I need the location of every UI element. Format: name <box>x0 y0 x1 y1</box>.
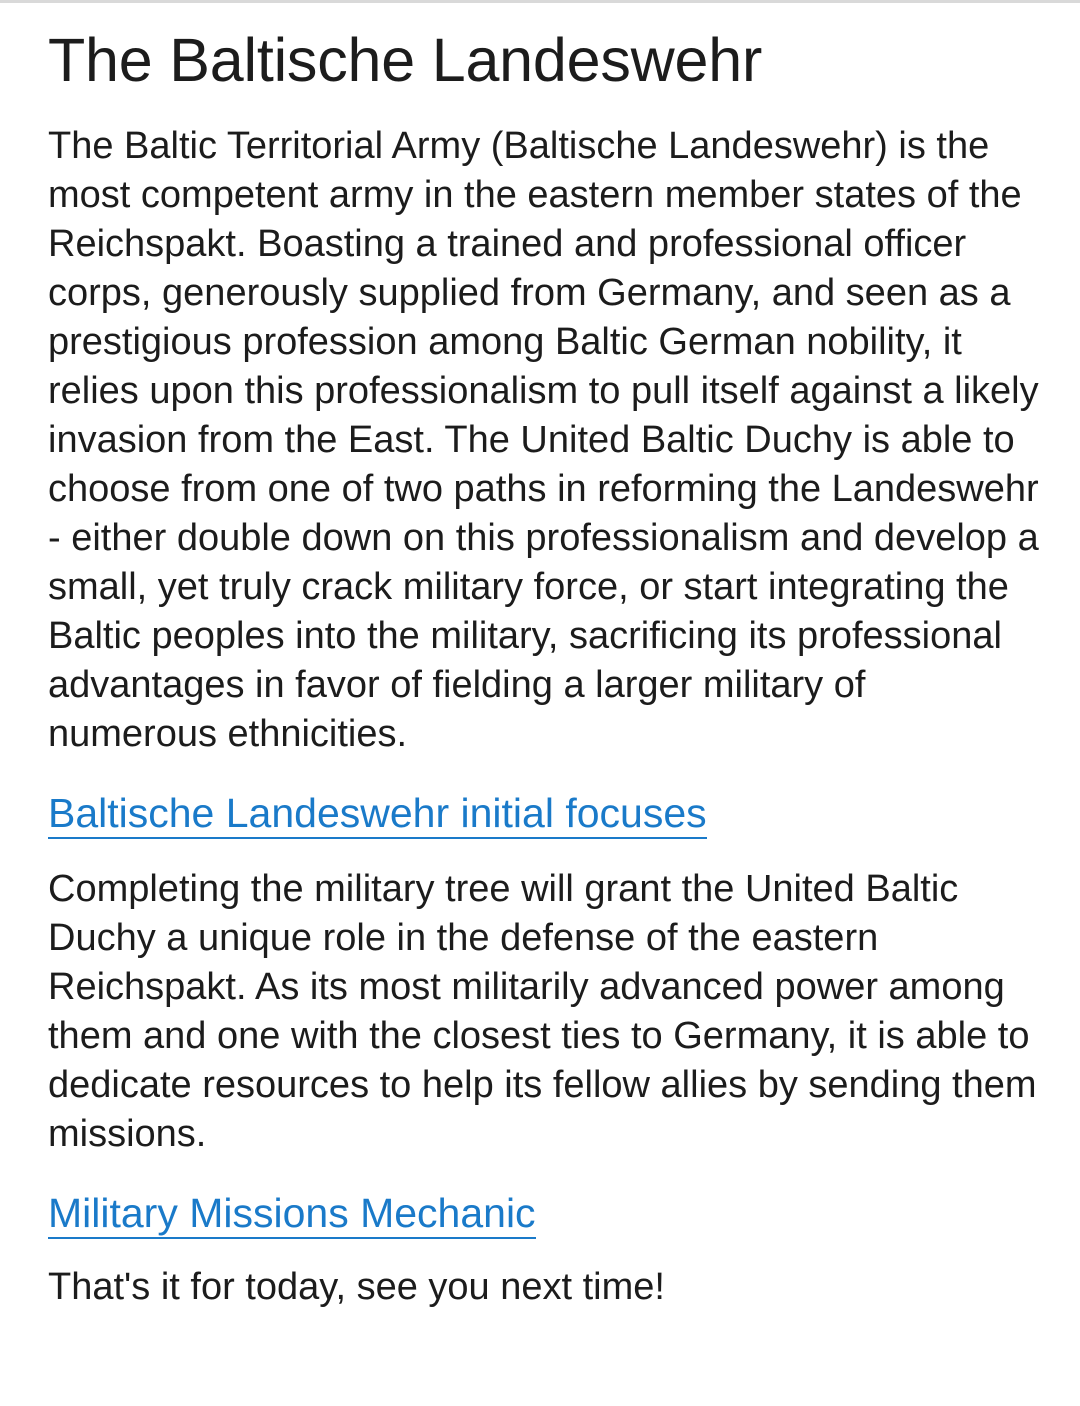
intro-paragraph: The Baltic Territorial Army (Baltische Landeswehr) is the most competent army in the eastern member states of the Reichspakt. Boasting a trained and professional officer corps, generously supplied from Germany, and seen as a prestigious profession among Baltic German nobility, it relies upon this professionalism to pull itself against a likely invasion from the East. The United Baltic Duchy is able to choose from one of two paths in reforming the Landeswehr - either double down on this professionalism and develop a small, yet truly crack military force, or start integrating the Baltic peoples into the military, sacrificing its professional advantages in favor of fielding a larger military of numerous ethnicities. <box>48 125 1039 755</box>
missions-paragraph: Completing the military tree will grant the United Baltic Duchy a unique role in the defense of the eastern Reichspakt. As its most militarily advanced power among them and one with the closest ties to Germany, it is able to dedicate resources to help its fellow allies by sending them missions. <box>48 868 1037 1155</box>
military-missions-link[interactable]: Military Missions Mechanic <box>48 1189 536 1239</box>
outro-paragraph: That's it for today, see you next time! <box>48 1266 665 1308</box>
top-divider <box>0 0 1080 3</box>
initial-focuses-link[interactable]: Baltische Landeswehr initial focuses <box>48 789 707 839</box>
article-title: The Baltische Landeswehr <box>48 26 763 94</box>
article <box>48 22 1040 1312</box>
